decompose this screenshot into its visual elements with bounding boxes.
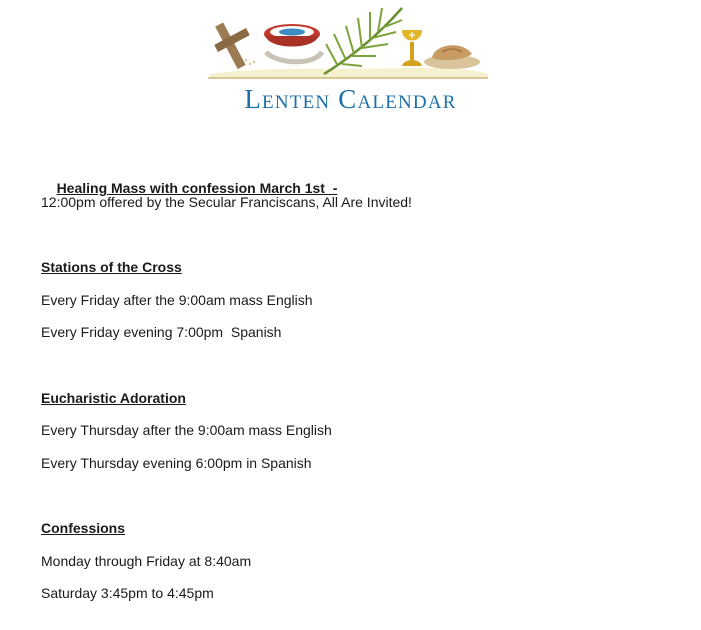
schedule-line: Every Friday after the 9:00am mass English bbox=[41, 292, 313, 308]
schedule-line: Every Friday evening 7:00pm Spanish bbox=[41, 324, 282, 340]
header bbox=[0, 0, 701, 120]
ash-bowl-icon bbox=[264, 24, 322, 62]
schedule-line: Every Thursday evening 6:00pm in Spanish bbox=[41, 455, 312, 471]
section-heading-confessions: Confessions bbox=[41, 520, 126, 536]
lenten-logo bbox=[206, 4, 490, 86]
heading-text: Healing Mass with confession March 1st bbox=[56, 180, 325, 196]
palm-branch-icon bbox=[324, 8, 402, 74]
cross-icon bbox=[214, 22, 255, 69]
schedule-line: Saturday 3:45pm to 4:45pm bbox=[41, 585, 214, 601]
schedule-line: 12:00pm offered by the Secular Franciscans, All Are Invited! bbox=[41, 194, 412, 210]
page-title: Lenten Calendar bbox=[244, 84, 457, 114]
section-heading-adoration: Eucharistic Adoration bbox=[41, 390, 186, 406]
section-heading-stations: Stations of the Cross bbox=[41, 259, 182, 275]
bread-icon bbox=[424, 45, 480, 69]
schedule-line: Monday through Friday at 8:40am bbox=[41, 553, 252, 569]
chalice-icon bbox=[402, 30, 422, 66]
logo-ground bbox=[210, 68, 488, 78]
schedule-line: Every Thursday after the 9:00am mass English bbox=[41, 422, 332, 438]
heading-suffix: - bbox=[324, 180, 338, 196]
